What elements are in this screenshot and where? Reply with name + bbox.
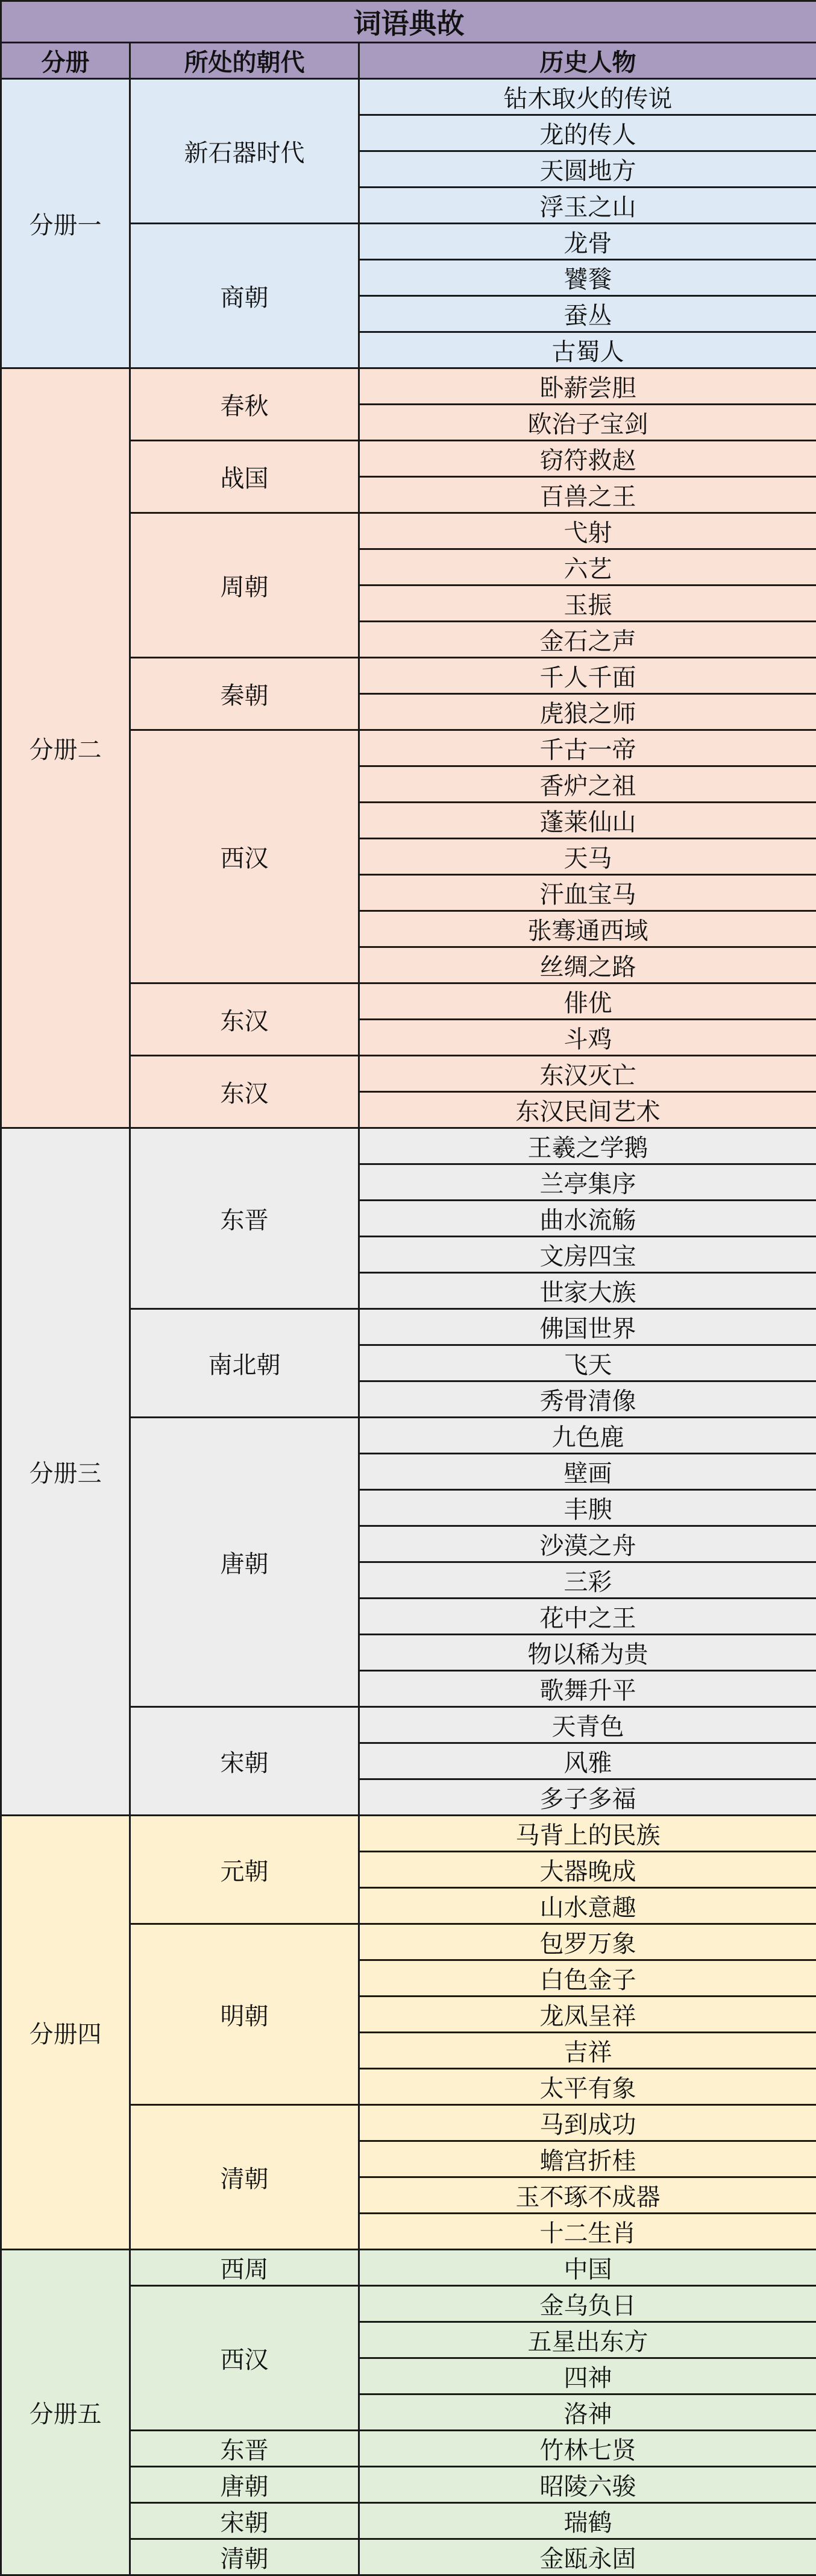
historical-item-cell: 飞天 (359, 1345, 816, 1381)
dynasty-cell: 宋朝 (130, 1707, 359, 1816)
historical-item-cell: 王羲之学鹅 (359, 1128, 816, 1164)
historical-item-cell: 千古一帝 (359, 730, 816, 766)
dynasty-cell: 东汉 (130, 983, 359, 1056)
historical-item-cell: 卧薪尝胆 (359, 368, 816, 405)
historical-item-cell: 佛国世界 (359, 1309, 816, 1345)
historical-item-cell: 千人千面 (359, 658, 816, 694)
historical-item-cell: 瑞鹤 (359, 2503, 816, 2539)
historical-item-cell: 山水意趣 (359, 1888, 816, 1924)
dynasty-cell: 秦朝 (130, 658, 359, 730)
table-body (1, 79, 816, 2575)
historical-item-cell: 金乌负日 (359, 2286, 816, 2322)
historical-item-cell: 多子多福 (359, 1779, 816, 1816)
historical-item-cell: 文房四宝 (359, 1237, 816, 1273)
historical-item-cell: 龙的传人 (359, 115, 816, 151)
historical-item-cell: 钻木取火的传说 (359, 79, 816, 115)
header-volume: 分册 (1, 43, 130, 79)
dynasty-cell: 东晋 (130, 1128, 359, 1309)
dynasty-cell: 新石器时代 (130, 79, 359, 224)
historical-item-cell: 十二生肖 (359, 2214, 816, 2250)
historical-item-cell: 香炉之祖 (359, 766, 816, 803)
historical-item-cell: 沙漠之舟 (359, 1526, 816, 1562)
dynasty-cell: 清朝 (130, 2539, 359, 2575)
historical-item-cell: 花中之王 (359, 1599, 816, 1635)
historical-item-cell: 物以稀为贵 (359, 1635, 816, 1671)
historical-item-cell: 虎狼之师 (359, 694, 816, 730)
historical-item-cell: 吉祥 (359, 2033, 816, 2069)
historical-item-cell: 窃符救赵 (359, 441, 816, 477)
dynasty-cell: 元朝 (130, 1816, 359, 1924)
dynasty-cell: 西汉 (130, 730, 359, 983)
historical-item-cell: 汗血宝马 (359, 875, 816, 911)
historical-item-cell: 斗鸡 (359, 1020, 816, 1056)
historical-item-cell: 俳优 (359, 983, 816, 1020)
historical-item-cell: 东汉民间艺术 (359, 1092, 816, 1128)
historical-item-cell: 九色鹿 (359, 1418, 816, 1454)
dynasty-cell: 明朝 (130, 1924, 359, 2105)
historical-item-cell: 竹林七贤 (359, 2431, 816, 2467)
historical-item-cell: 马到成功 (359, 2105, 816, 2141)
historical-item-cell: 壁画 (359, 1454, 816, 1490)
dynasty-cell: 商朝 (130, 224, 359, 368)
table-row (1, 368, 816, 405)
dynasty-cell: 西汉 (130, 2286, 359, 2431)
dynasty-cell: 东晋 (130, 2431, 359, 2467)
dynasty-cell: 周朝 (130, 513, 359, 658)
historical-item-cell: 天圆地方 (359, 151, 816, 188)
historical-item-cell: 东汉灭亡 (359, 1056, 816, 1092)
historical-item-cell: 金瓯永固 (359, 2539, 816, 2575)
historical-item-cell: 饕餮 (359, 260, 816, 296)
dynasty-cell: 西周 (130, 2250, 359, 2286)
historical-item-cell: 欧治子宝剑 (359, 405, 816, 441)
historical-item-cell: 兰亭集序 (359, 1164, 816, 1201)
historical-item-cell: 洛神 (359, 2394, 816, 2431)
dynasty-cell: 宋朝 (130, 2503, 359, 2539)
historical-item-cell: 蓬莱仙山 (359, 803, 816, 839)
historical-item-cell: 歌舞升平 (359, 1671, 816, 1707)
dynasty-cell: 清朝 (130, 2105, 359, 2250)
volume-cell: 分册三 (1, 1128, 130, 1816)
dynasty-cell: 唐朝 (130, 1418, 359, 1707)
historical-item-cell: 太平有象 (359, 2069, 816, 2105)
historical-item-cell: 世家大族 (359, 1273, 816, 1309)
historical-item-cell: 天青色 (359, 1707, 816, 1743)
historical-item-cell: 弋射 (359, 513, 816, 549)
historical-item-cell: 丰腴 (359, 1490, 816, 1526)
dynasty-cell: 东汉 (130, 1056, 359, 1128)
dynasty-cell: 战国 (130, 441, 359, 513)
volume-cell: 分册五 (1, 2250, 130, 2575)
dynasty-cell: 春秋 (130, 368, 359, 441)
historical-item-cell: 金石之声 (359, 622, 816, 658)
historical-item-cell: 百兽之王 (359, 477, 816, 513)
historical-item-cell: 四神 (359, 2358, 816, 2394)
historical-item-cell: 丝绸之路 (359, 947, 816, 983)
table-row (1, 2250, 816, 2286)
historical-item-cell: 天马 (359, 839, 816, 875)
historical-item-cell: 白色金子 (359, 1960, 816, 1997)
historical-item-cell: 五星出东方 (359, 2322, 816, 2358)
historical-item-cell: 张骞通西域 (359, 911, 816, 947)
historical-item-cell: 蟾宫折桂 (359, 2141, 816, 2177)
historical-item-cell: 六艺 (359, 549, 816, 586)
header-dynasty: 所处的朝代 (130, 43, 359, 79)
table-row (1, 1816, 816, 1852)
historical-item-cell: 中国 (359, 2250, 816, 2286)
historical-item-cell: 三彩 (359, 1562, 816, 1599)
header-historical-item: 历史人物 (359, 43, 816, 79)
historical-item-cell: 龙骨 (359, 224, 816, 260)
volume-cell: 分册四 (1, 1816, 130, 2250)
historical-item-cell: 古蜀人 (359, 332, 816, 368)
historical-item-cell: 浮玉之山 (359, 188, 816, 224)
historical-item-cell: 大器晚成 (359, 1852, 816, 1888)
historical-item-cell: 风雅 (359, 1743, 816, 1779)
historical-item-cell: 蚕丛 (359, 296, 816, 332)
historical-item-cell: 龙凤呈祥 (359, 1997, 816, 2033)
historical-item-cell: 昭陵六骏 (359, 2467, 816, 2503)
table-title: 词语典故 (1, 1, 816, 43)
volume-cell: 分册一 (1, 79, 130, 368)
table-row (1, 1128, 816, 1164)
historical-item-cell: 玉振 (359, 586, 816, 622)
dynasty-cell: 南北朝 (130, 1309, 359, 1418)
historical-item-cell: 马背上的民族 (359, 1816, 816, 1852)
historical-item-cell: 玉不琢不成器 (359, 2177, 816, 2214)
table-row (1, 79, 816, 115)
volume-cell: 分册二 (1, 368, 130, 1128)
historical-item-cell: 包罗万象 (359, 1924, 816, 1960)
dynasty-cell: 唐朝 (130, 2467, 359, 2503)
historical-item-cell: 秀骨清像 (359, 1381, 816, 1418)
historical-item-cell: 曲水流觞 (359, 1201, 816, 1237)
